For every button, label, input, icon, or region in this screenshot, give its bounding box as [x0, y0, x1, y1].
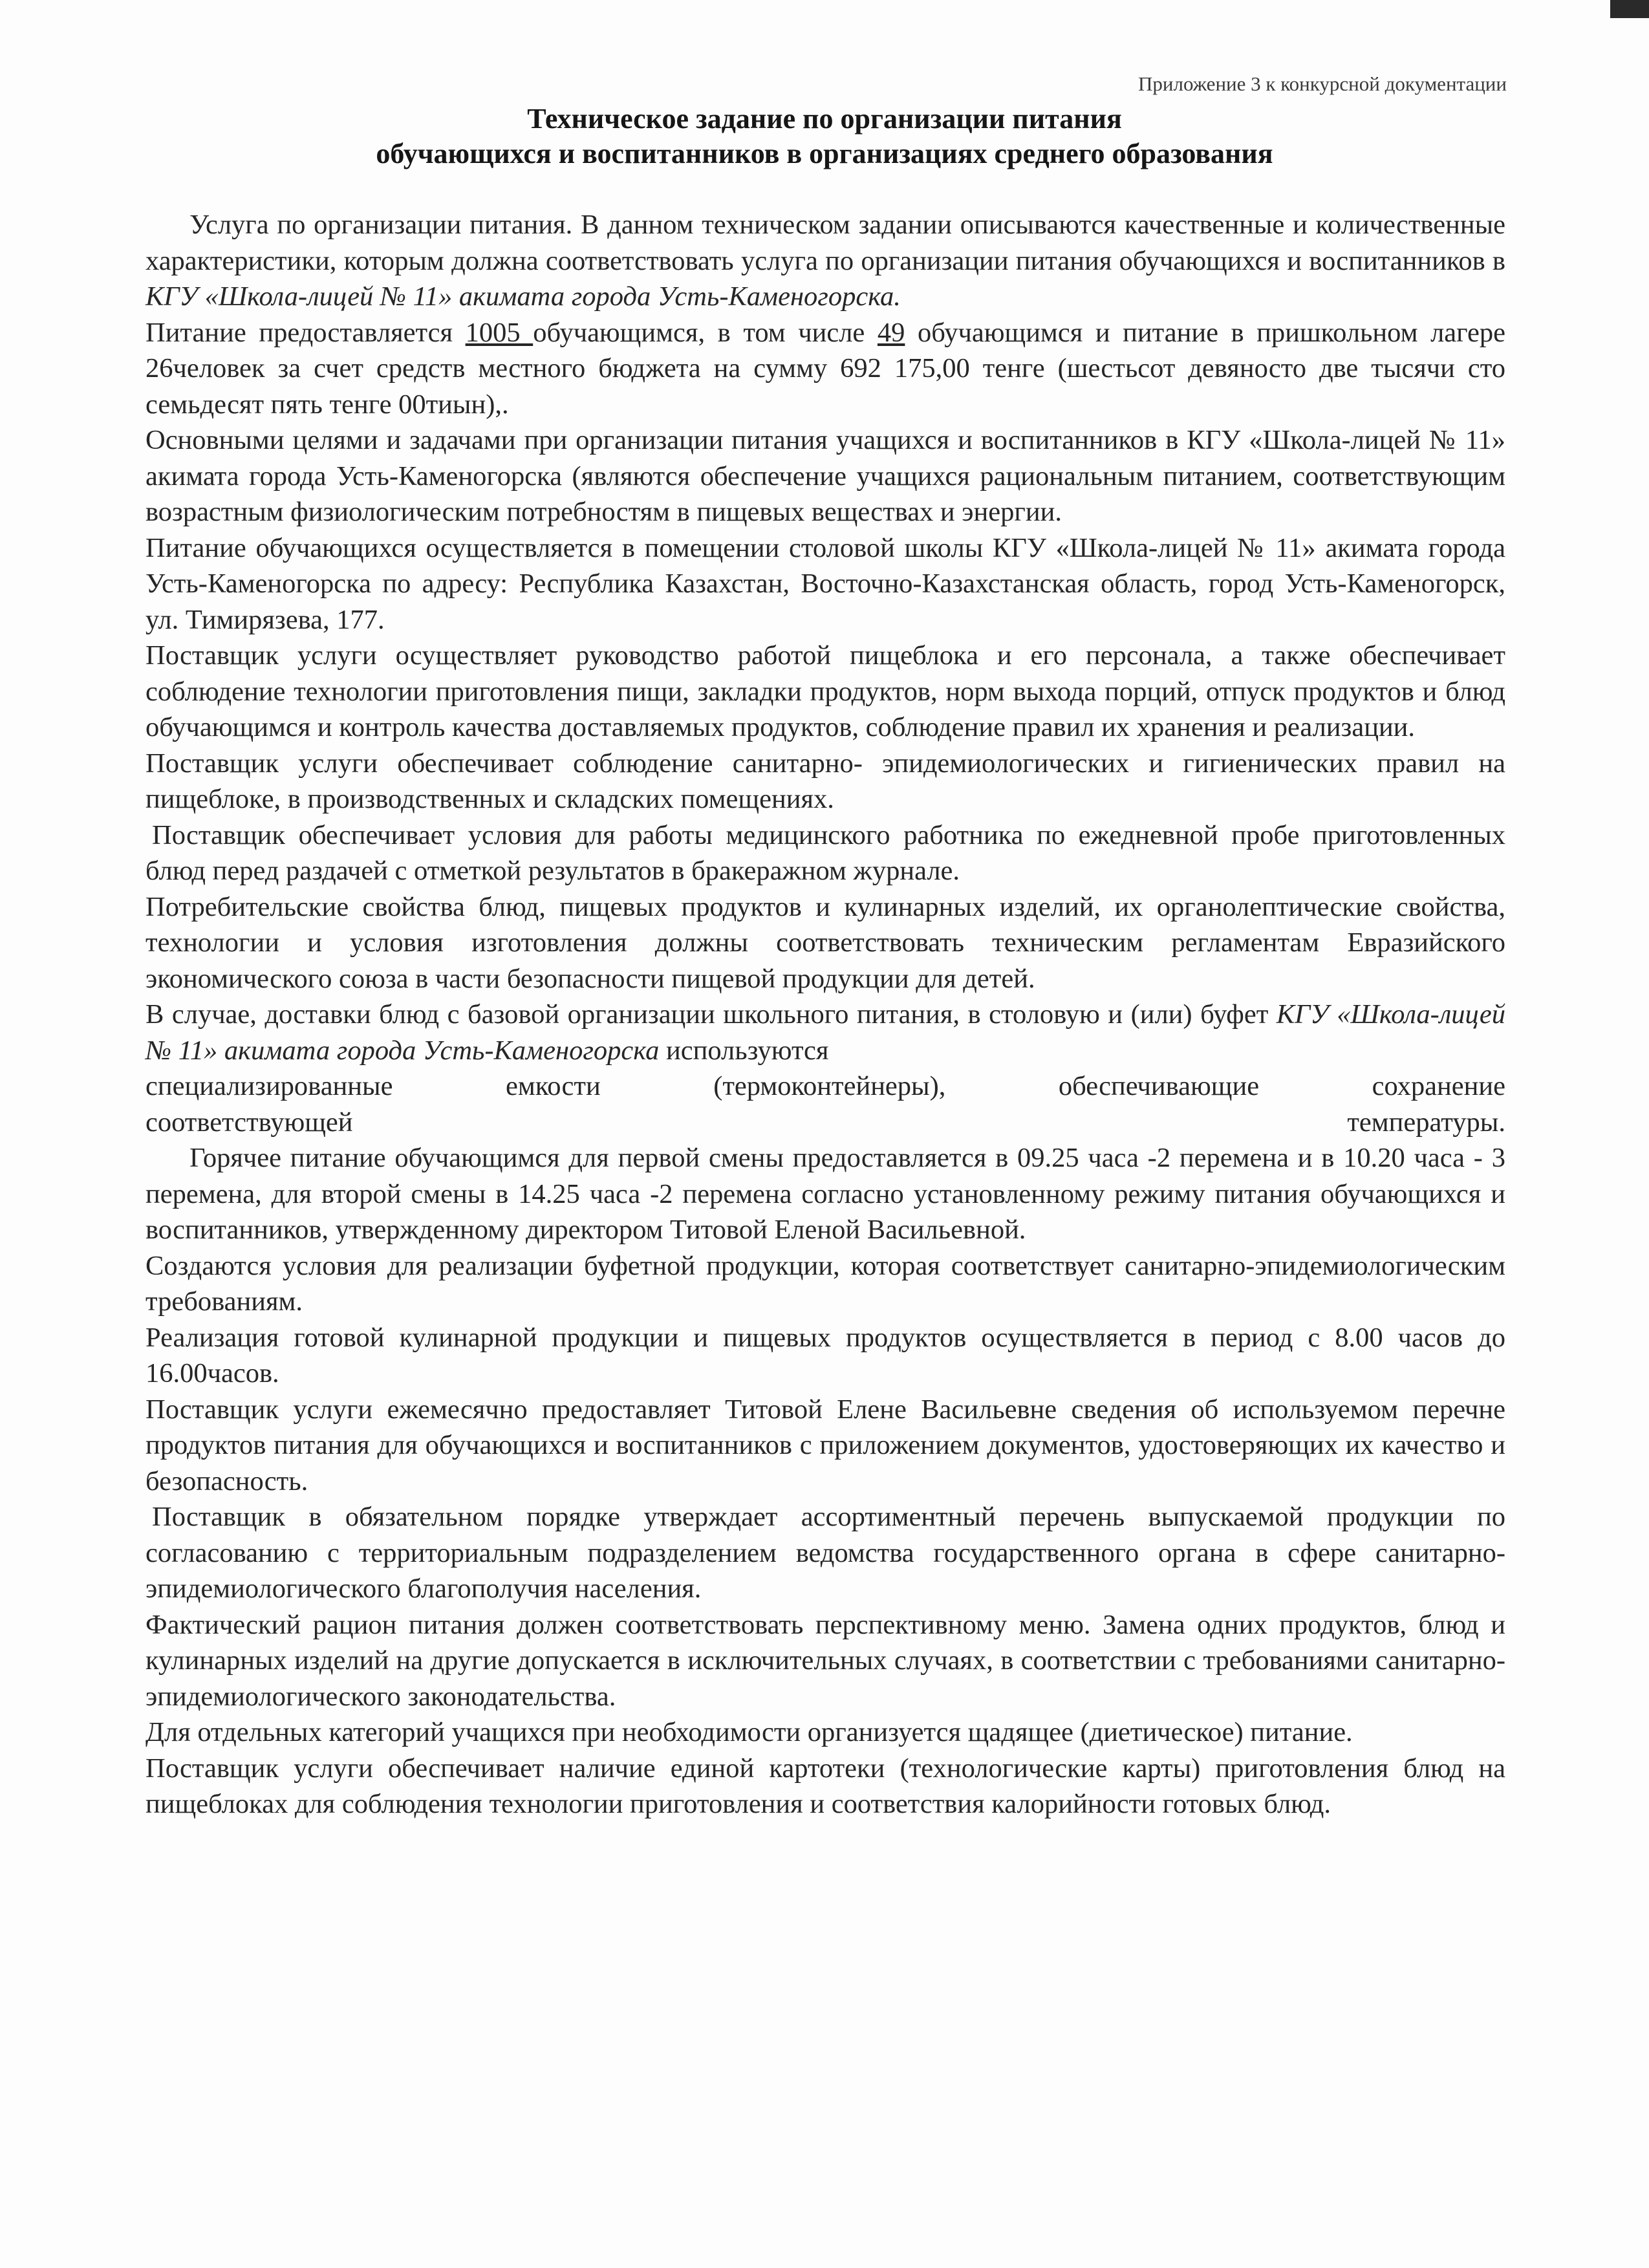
paragraph-monthly-report: Поставщик услуги ежемесячно предоставляет Титовой Елене Васильевне сведения об используемом перечне продуктов питания для обучающихся и воспитанников с приложением документов, удостоверяющих их качество и безопасность.: [146, 1394, 1505, 1496]
paragraph-text: В случае, доставки блюд с базовой организации школьного питания, в столовую и (или) буфет: [146, 999, 1277, 1030]
delivery-line-3: [146, 1068, 1505, 1105]
scan-corner-mark: [1610, 0, 1649, 18]
paragraph-consumer-properties: Потребительские свойства блюд, пищевых продуктов и кулинарных изделий, их органолептические свойства, технологии и условия изготовления должны соответствовать техническим регламентам Евразийского экономического союза в части безопасности пищевой продукции для детей.: [146, 891, 1505, 994]
word: (термоконтейнеры),: [713, 1071, 946, 1101]
paragraph-text: Питание предоставляется: [146, 317, 466, 348]
document-title-line-2: обучающихся и воспитанников в организациях среднего образования: [376, 138, 1273, 169]
word: температуры.: [1347, 1107, 1505, 1138]
word: емкости: [505, 1071, 601, 1101]
paragraph-supplier-management: Поставщик услуги осуществляет руководство работой пищеблока и его персонала, а также обеспечивает соблюдение технологии приготовления пищи, закладки продуктов, норм выхода порций, отпуск продуктов и блюд обучающимся и контроль качества доставляемых продуктов, соблюдение правил их хранения и реализации.: [146, 640, 1505, 742]
paragraph-assortment: Поставщик в обязательном порядке утверждает ассортиментный перечень выпускаемой продукции по согласованию с территориальным подразделением ведомства государственного органа в сфере санитарно-эпидемиологического благополучия населения.: [146, 1502, 1505, 1604]
annex-note: Приложение 3 к конкурсной документации: [1138, 72, 1507, 95]
students-subset-count: 49: [877, 317, 905, 348]
paragraph-text: обучающимся, в том числе: [533, 317, 878, 348]
paragraph-delivery: [146, 997, 1505, 1140]
paragraph-delivery-text: [146, 997, 1505, 1068]
word: сохранение: [1372, 1071, 1505, 1101]
school-name-italic: КГУ «Школа-лицей № 11» акимата города Усть-Каменогорска.: [146, 281, 901, 312]
paragraph-text: обучающимся и питание в пришкольном лагере 26человек за счет средств местного бюджета на сумму 692 175,00 тенге (шестьсот девяносто две тысячи сто семьдесят пять тенге 00тиын),.: [146, 317, 1505, 420]
word: специализированные: [146, 1071, 393, 1101]
students-total-count: 1005: [465, 317, 534, 348]
paragraph-sales-hours: Реализация готовой кулинарной продукции и пищевых продуктов осуществляется в период с 8.00 часов до 16.00часов.: [146, 1322, 1505, 1388]
paragraph-diet: Для отдельных категорий учащихся при необходимости организуется щадящее (диетическое) питание.: [146, 1717, 1353, 1747]
word: соответствующей: [146, 1107, 353, 1138]
delivery-line-4: [146, 1105, 1505, 1141]
paragraph-location: Питание обучающихся осуществляется в помещении столовой школы КГУ «Школа-лицей № 11» акимата города Усть-Каменогорска по адресу: Республика Казахстан, Восточно-Казахстанская область, город Усть-Каменогорск, ул. Тимирязева, 177.: [146, 532, 1505, 635]
paragraph-meal-count: [146, 315, 1505, 423]
document-body: [146, 207, 1505, 1822]
word: обеспечивающие: [1058, 1071, 1260, 1101]
paragraph-text: используются: [659, 1035, 829, 1066]
paragraph-goals: Основными целями и задачами при организации питания учащихся и воспитанников в КГУ «Школа-лицей № 11» акимата города Усть-Каменогорска (являются обеспечение учащихся рациональным питанием, соответствующим возрастным физиологическим потребностям в пищевых веществах и энергии.: [146, 425, 1505, 527]
paragraph-buffet: Создаются условия для реализации буфетной продукции, которая соответствует санитарно-эпидемиологическим требованиям.: [146, 1250, 1505, 1317]
paragraph-medical-check: Поставщик обеспечивает условия для работы медицинского работника по ежедневной пробе приготовленных блюд перед раздачей с отметкой результатов в бракеражном журнале.: [146, 819, 1505, 886]
paragraph-meal-schedule: Горячее питание обучающимся для первой смены предоставляется в 09.25 часа -2 перемена и в 10.20 часа - 3 перемена, для второй смены в 14.25 часа -2 перемена согласно установленному режиму питания обучающихся и воспитанников, утвержденному директором Титовой Еленой Васильевной.: [146, 1143, 1505, 1245]
document-title-line-1: Техническое задание по организации питания: [527, 103, 1122, 135]
paragraph-sanitary-rules: Поставщик услуги обеспечивает соблюдение санитарно- эпидемиологических и гигиенических правил на пищеблоке, в производственных и складских помещениях.: [146, 748, 1505, 814]
paragraph-text: Услуга по организации питания. В данном техническом задании описываются качественные и количественные характеристики, которым должна соответствовать услуга по организации питания обучающихся и воспитанников в: [146, 210, 1505, 276]
paragraph-ration: Фактический рацион питания должен соответствовать перспективному меню. Замена одних продуктов, блюд и кулинарных изделий на другие допускается в исключительных случаях, в соответствии с требованиями санитарно-эпидемиологического законодательства.: [146, 1609, 1505, 1712]
school-name-italic: КГУ «Школа-лицей № 11» акимата города Усть-Каменогорска: [146, 999, 1505, 1066]
paragraph-service-description: [146, 207, 1505, 315]
paragraph-recipe-cards: Поставщик услуги обеспечивает наличие единой картотеки (технологические карты) приготовления блюд на пищеблоках для соблюдения технологии приготовления и соответствия калорийности готовых блюд.: [146, 1753, 1505, 1819]
